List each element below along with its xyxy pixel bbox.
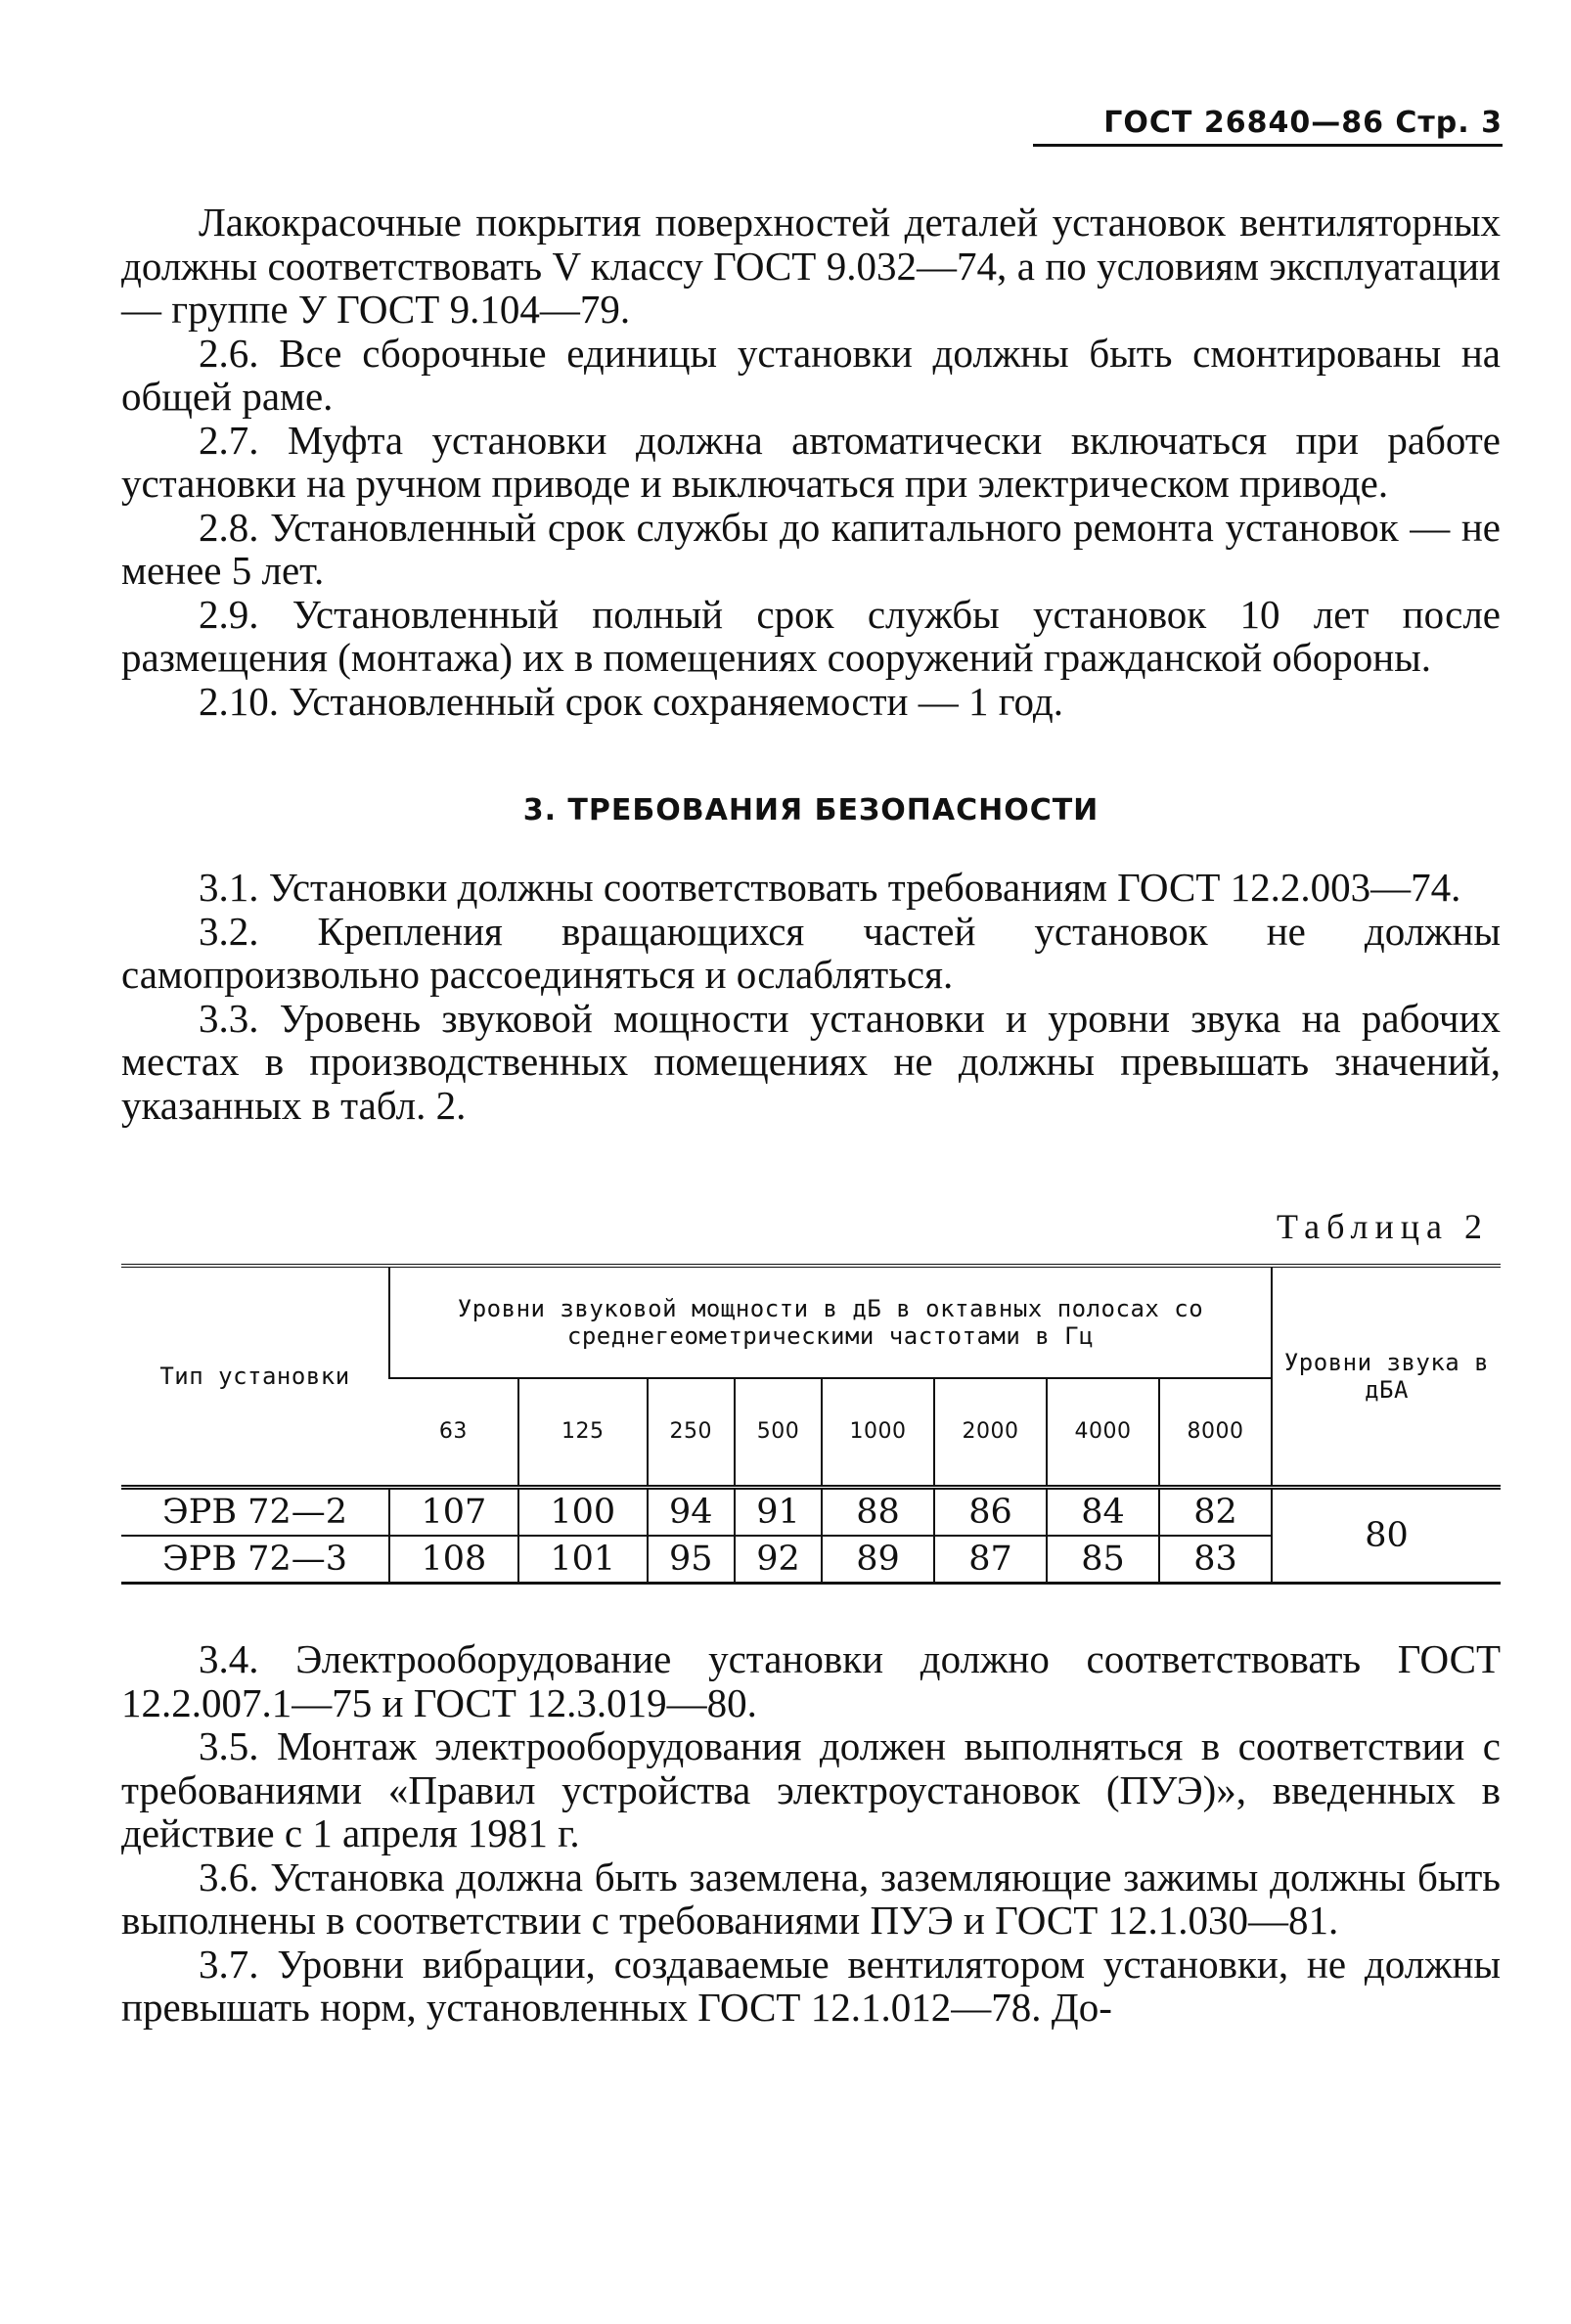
- column-header-level: Уровни звука в дБА: [1272, 1266, 1501, 1488]
- document-body: [121, 201, 1501, 2030]
- table-body: [121, 1488, 1501, 1584]
- cell-value: 91: [735, 1488, 822, 1537]
- cell-value: 100: [518, 1488, 648, 1537]
- cell-value: 92: [735, 1536, 822, 1584]
- frequency-header-8000: 8000: [1159, 1378, 1272, 1488]
- column-header-type: Тип установки: [159, 1363, 350, 1390]
- paragraph-3-7: 3.7. Уровни вибрации, создаваемые вентилятором установки, не должны превышать норм, установленных ГОСТ 12.1.012—78. До-: [121, 1941, 1501, 2030]
- paragraph-3-5: 3.5. Монтаж электрооборудования должен выполняться в соответствии с требованиями «Правил устройства электроустановок (ПУЭ)», введенных в действие с 1 апреля 1981 г.: [121, 1723, 1501, 1855]
- frequency-header-250: 250: [648, 1378, 735, 1488]
- cell-value: 87: [934, 1536, 1047, 1584]
- cell-value: 83: [1159, 1536, 1272, 1584]
- cell-value: 88: [822, 1488, 934, 1537]
- cell-value: 108: [389, 1536, 518, 1584]
- column-header-group: Уровни звуковой мощности в дБ в октавных полосах со среднегеометрическими частотами в Гц: [389, 1266, 1272, 1378]
- cell-value: 107: [389, 1488, 518, 1537]
- paragraph-2-9: 2.9. Установленный полный срок службы установок 10 лет после размещения (монтажа) их в помещениях сооружений гражданской обороны.: [121, 591, 1501, 680]
- paragraph-3-4: 3.4. Электрооборудование установки должно соответствовать ГОСТ 12.2.007.1—75 и ГОСТ 12.3.019—80.: [121, 1636, 1501, 1725]
- cell-value: 84: [1047, 1488, 1159, 1537]
- table-caption: Таблица 2: [1277, 1207, 1489, 1246]
- cell-value: 101: [518, 1536, 648, 1584]
- cell-type: ЭРВ 72—2: [121, 1488, 389, 1537]
- paragraph-2-8: 2.8. Установленный срок службы до капитального ремонта установок — не менее 5 лет.: [121, 504, 1501, 593]
- paragraph-coatings: Лакокрасочные покрытия поверхностей деталей установок вентиляторных должны соответствовать V классу ГОСТ 9.032—74, а по условиям эксплуатации — группе У ГОСТ 9.104—79.: [121, 200, 1501, 332]
- section-heading: 3. ТРЕБОВАНИЯ БЕЗОПАСНОСТИ: [522, 793, 1100, 827]
- frequency-header-1000: 1000: [822, 1378, 934, 1488]
- paragraph-2-7: 2.7. Муфта установки должна автоматически включаться при работе установки на ручном приводе и выключаться при электрическом приводе.: [121, 417, 1501, 506]
- cell-value: 89: [822, 1536, 934, 1584]
- paragraph-3-3: 3.3. Уровень звуковой мощности установки и уровни звука на рабочих местах в производственных помещениях не должны превышать значений, указанных в табл. 2.: [121, 995, 1501, 1128]
- after-table-block: [121, 1637, 1501, 2030]
- frequency-header-2000: 2000: [934, 1378, 1047, 1488]
- frequency-header-125: 125: [518, 1378, 648, 1488]
- frequency-header-63: 63: [438, 1419, 468, 1444]
- sound-levels-table: [121, 1264, 1501, 1585]
- table-row: [121, 1488, 1501, 1537]
- paragraph-3-6: 3.6. Установка должна быть заземлена, заземляющие зажимы должны быть выполнены в соответствии с требованиями ПУЭ и ГОСТ 12.1.030—81.: [121, 1854, 1501, 1943]
- page-header: [1033, 106, 1503, 147]
- cell-value: 85: [1047, 1536, 1159, 1584]
- cell-value: 86: [934, 1488, 1047, 1537]
- paragraph-2-10: 2.10. Установленный срок сохраняемости — 1 год.: [199, 678, 1063, 724]
- header-standard-page: ГОСТ 26840—86 Стр. 3: [1103, 106, 1503, 140]
- paragraph-3-2: 3.2. Крепления вращающихся частей установок не должны самопроизвольно рассоединяться и ослабляться.: [121, 908, 1501, 997]
- frequency-header-500: 500: [735, 1378, 822, 1488]
- cell-value: 95: [648, 1536, 735, 1584]
- cell-sound-level: 80: [1272, 1488, 1501, 1584]
- cell-type: ЭРВ 72—3: [162, 1540, 347, 1579]
- cell-value: 94: [648, 1488, 735, 1537]
- paragraph-2-6: 2.6. Все сборочные единицы установки должны быть смонтированы на общей раме.: [121, 330, 1501, 419]
- frequency-header-4000: 4000: [1047, 1378, 1159, 1488]
- cell-value: 82: [1159, 1488, 1272, 1537]
- paragraph-3-1: 3.1. Установки должны соответствовать требованиям ГОСТ 12.2.003—74.: [199, 865, 1461, 910]
